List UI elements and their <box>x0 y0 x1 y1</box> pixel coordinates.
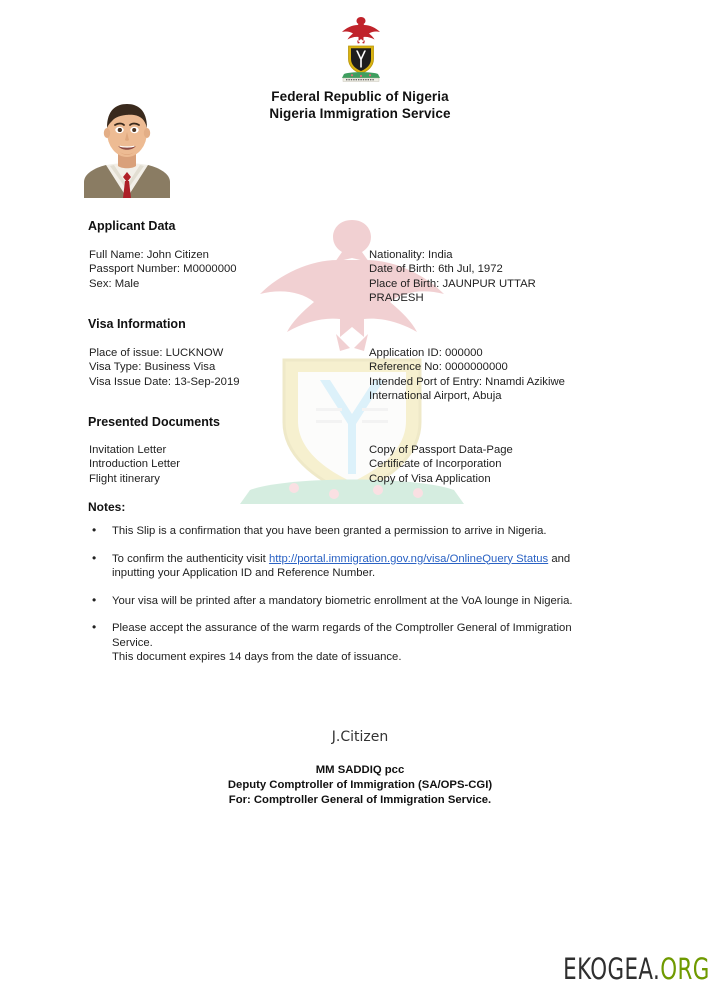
field-passport-number: Passport Number: M0000000 <box>89 263 237 276</box>
signatory-name: MM SADDIQ pcc <box>315 764 405 776</box>
note-text: Please accept the assurance of the warm regards of the Comptroller General of Immigration Service. <box>112 622 572 649</box>
field-full-name: Full Name: John Citizen <box>89 249 209 261</box>
document-item: Introduction Letter <box>89 458 181 471</box>
applicant-data-left-column <box>89 248 359 291</box>
presented-documents-right-column <box>369 443 599 486</box>
field-visa-issue-date: Visa Issue Date: 13-Sep-2019 <box>89 375 240 388</box>
section-heading-visa-information: Visa Information <box>88 317 186 331</box>
note-item <box>88 621 608 665</box>
ekogea-watermark-name: EKOGEA. <box>563 952 661 986</box>
document-item: Copy of Passport Data-Page <box>369 444 513 456</box>
document-item: Copy of Visa Application <box>369 472 491 485</box>
note-text: Your visa will be printed after a mandatory biometric enrollment at the VoA lounge in Nigeria. <box>112 594 573 607</box>
bullet-icon: • <box>92 550 97 565</box>
field-date-of-birth: Date of Birth: 6th Jul, 1972 <box>369 263 503 276</box>
note-item <box>88 524 608 539</box>
document-item: Invitation Letter <box>89 444 167 456</box>
notes-list <box>88 524 608 678</box>
field-place-of-issue: Place of issue: LUCKNOW <box>89 347 224 359</box>
presented-documents-left-column <box>89 443 359 486</box>
online-query-status-link[interactable]: http://portal.immigration.gov.ng/visa/OnlineQuery Status <box>268 552 549 565</box>
page-title <box>200 88 520 122</box>
ekogea-watermark-tld: ORG <box>660 952 710 986</box>
field-application-id: Application ID: 000000 <box>369 347 483 359</box>
note-text-after-link: and inputting your Application ID and Reference Number. <box>112 552 571 579</box>
field-visa-type: Visa Type: Business Visa <box>89 361 216 374</box>
note-item <box>88 552 608 581</box>
bullet-icon: • <box>92 592 97 607</box>
note-text: This Slip is a confirmation that you have been granted a permission to arrive in Nigeria. <box>112 525 547 537</box>
note-expiry-text: This document expires 14 days from the date of issuance. <box>112 651 402 663</box>
field-nationality: Nationality: India <box>369 249 453 261</box>
visa-information-right-column <box>369 346 584 403</box>
applicant-passport-photo <box>80 86 174 198</box>
field-reference-no: Reference No: 0000000000 <box>369 361 508 374</box>
bullet-icon: • <box>92 523 97 537</box>
signature-text: J.Citizen <box>331 729 389 745</box>
nigeria-coat-of-arms-icon <box>336 12 386 82</box>
section-heading-applicant-data: Applicant Data <box>88 219 176 233</box>
signatory-block <box>0 763 720 809</box>
note-item <box>88 594 608 609</box>
document-item: Certificate of Incorporation <box>369 458 502 471</box>
section-heading-notes: Notes: <box>88 500 126 514</box>
note-text-before-link: To confirm the authenticity visit <box>112 552 269 565</box>
field-sex: Sex: Male <box>89 277 140 290</box>
signatory-authority: For: Comptroller General of Immigration Service. <box>228 794 492 807</box>
section-heading-presented-documents: Presented Documents <box>88 415 220 429</box>
bullet-icon: • <box>92 620 97 634</box>
field-place-of-birth: Place of Birth: JAUNPUR UTTAR PRADESH <box>369 277 536 304</box>
title-line-country: Federal Republic of Nigeria <box>271 89 449 104</box>
document-item: Flight itinerary <box>89 472 160 485</box>
applicant-data-right-column <box>369 248 584 305</box>
ekogea-watermark <box>563 952 710 986</box>
visa-information-left-column <box>89 346 359 389</box>
signatory-title: Deputy Comptroller of Immigration (SA/OPS-CGI) <box>227 779 493 792</box>
field-intended-port-of-entry: Intended Port of Entry: Nnamdi Azikiwe International Airport, Abuja <box>369 375 565 402</box>
title-line-agency: Nigeria Immigration Service <box>269 106 451 121</box>
